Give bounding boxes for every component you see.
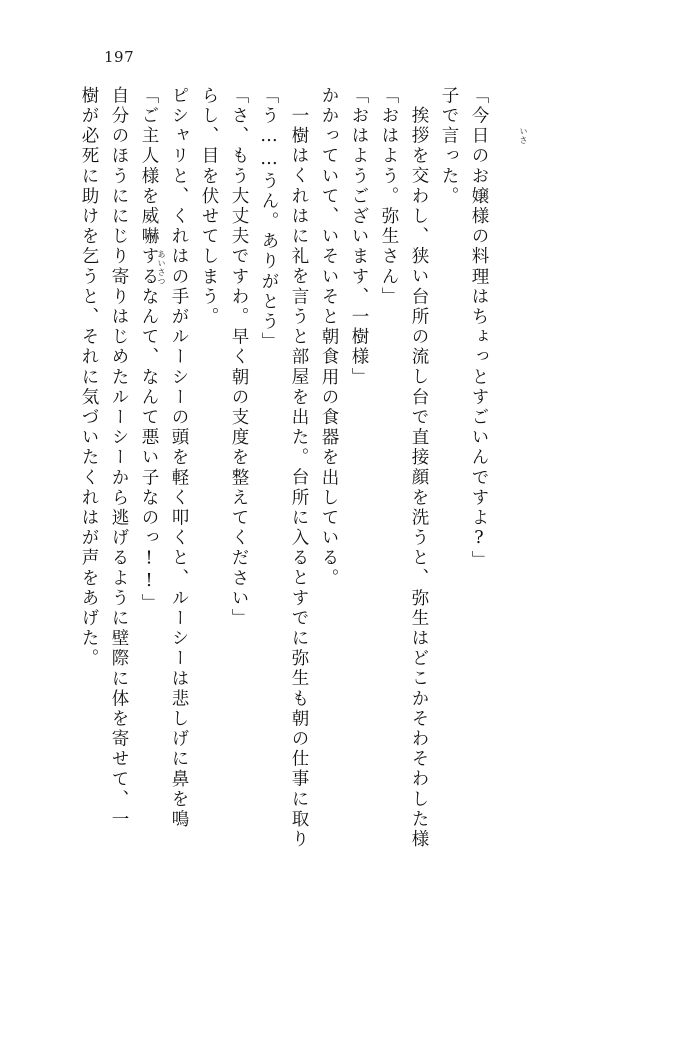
text-column: ピシャリと、くれはの手がルーシーの頭を軽く叩くと、ルーシーは悲しげに鼻を鳴 bbox=[169, 86, 189, 830]
text-column: 「おはよう。弥生さん」 bbox=[379, 86, 399, 308]
page-number: 197 bbox=[104, 48, 135, 66]
ruby-aisatsu: あいさつ bbox=[157, 250, 166, 286]
text-column: 樹が必死に助けを乞うと、それに気づいたくれはが声をあげた。 bbox=[79, 86, 99, 669]
vertical-text-block bbox=[67, 86, 627, 966]
text-column: 「う……うん。ありがとう」 bbox=[259, 86, 279, 353]
text-column: 子で言った。 bbox=[439, 86, 459, 207]
text-column: 「おはようございます、一樹様」 bbox=[349, 86, 369, 388]
ruby-isa: いさ bbox=[519, 127, 528, 145]
text-column: 「さ、もう大丈夫ですわ。早く朝の支度を整えてください」 bbox=[229, 86, 249, 629]
text-column: かかっていて、いそいそと朝食用の食器を出している。 bbox=[319, 86, 339, 589]
text-column: 自分のほうににじり寄りはじめたルーシーから逃げるように壁際に体を寄せて、一 bbox=[109, 86, 129, 830]
text-column: 一樹はくれはに礼を言うと部屋を出た。台所に入るとすでに弥生も朝の仕事に取り bbox=[289, 106, 309, 850]
text-column: 「今日のお嬢様の料理はちょっとすごいんですよ?」 bbox=[469, 86, 489, 571]
text-column: 挨拶を交わし、狭い台所の流し台で直接顔を洗うと、弥生はどこかそわそわした様 bbox=[409, 106, 429, 850]
text-column: らし、目を伏せてしまう。 bbox=[199, 86, 219, 328]
text-column: 「ご主人様を威嚇するなんて、なんて悪い子なのっ!!」 bbox=[139, 86, 159, 614]
